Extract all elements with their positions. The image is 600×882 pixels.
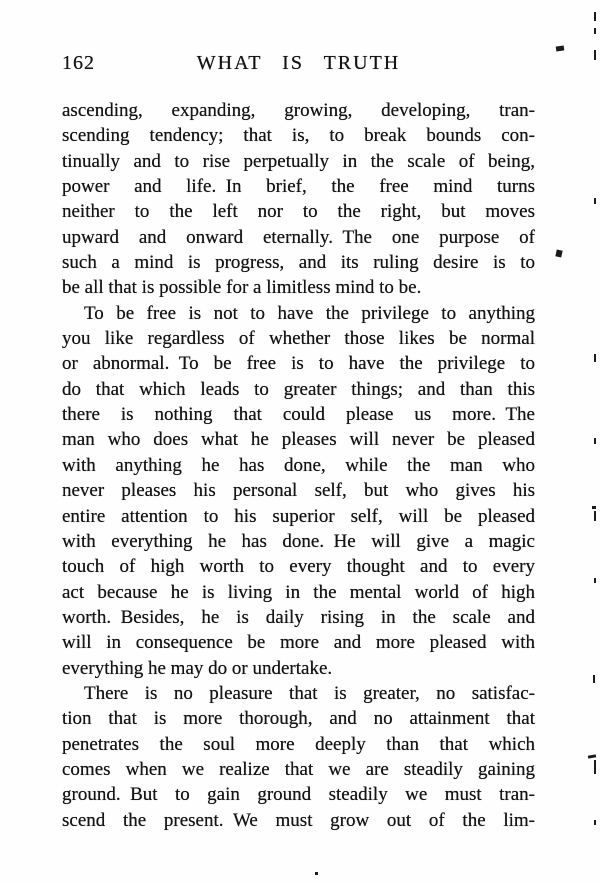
- scan-artifact: [594, 820, 596, 825]
- scan-artifact: [556, 45, 565, 51]
- scan-artifact: [594, 354, 596, 362]
- text-line: act because he is living in the mental world of high: [62, 581, 535, 603]
- text-line: ground. But to gain ground steadily we must tran-: [62, 784, 535, 806]
- scan-artifact: [315, 872, 318, 875]
- text-line: there is nothing that could please us more. The: [62, 404, 535, 426]
- text-line: with anything he has done, while the man who: [62, 454, 535, 476]
- text-line: To be free is not to have the privilege to anything: [84, 302, 535, 324]
- text-line: scending tendency; that is, to break bounds con-: [62, 125, 535, 147]
- text-line: never pleases his personal self, but who gives his: [62, 480, 535, 502]
- scan-artifact: [555, 249, 562, 257]
- text-line: everything he may do or undertake.: [62, 657, 333, 679]
- text-line: tion that is more thorough, and no attainment that: [62, 708, 535, 730]
- scan-artifact: [594, 198, 596, 204]
- text-line: do that which leads to greater things; and than this: [62, 378, 535, 400]
- scan-artifact: [594, 50, 596, 60]
- text-line: you like regardless of whether those likes be normal: [62, 328, 535, 350]
- text-line: entire attention to his superior self, will be pleased: [62, 505, 535, 527]
- text-line: touch of high worth to every thought and to every: [62, 556, 535, 578]
- scan-artifact: [594, 12, 596, 21]
- scan-artifact: [588, 754, 596, 758]
- text-line: such a mind is progress, and its ruling desire is to: [62, 252, 535, 274]
- scan-artifact: [594, 28, 596, 34]
- text-line: upward and onward eternally. The one purpose of: [62, 226, 535, 248]
- text-line: or abnormal. To be free is to have the privilege to: [62, 353, 535, 375]
- text-line: with everything he has done. He will give a magic: [62, 530, 535, 552]
- scan-artifact: [594, 760, 596, 774]
- text-line: ascending, expanding, growing, developing, tran-: [62, 100, 535, 121]
- text-line: scend the present. We must grow out of the lim-: [62, 809, 535, 831]
- running-head: [62, 52, 535, 78]
- text-line: tinually and to rise perpetually in the scale of being,: [62, 150, 535, 172]
- text-line: worth. Besides, he is daily rising in the scale and: [62, 606, 535, 628]
- text-line: be all that is possible for a limitless mind to be.: [62, 277, 422, 299]
- scan-artifact: [593, 675, 595, 683]
- text-line: penetrates the soul more deeply than that which: [62, 733, 535, 755]
- text-line: There is no pleasure that is greater, no satisfac-: [84, 682, 535, 704]
- text-block: [62, 98, 535, 833]
- scan-artifact: [594, 438, 596, 444]
- scan-artifact: [594, 511, 596, 521]
- text-line: will in consequence be more and more pleased with: [62, 632, 535, 654]
- page-number: 162: [62, 52, 95, 74]
- scan-artifact: [592, 506, 596, 509]
- text-line: man who does what he pleases will never be pleased: [62, 429, 535, 451]
- text-line: comes when we realize that we are steadily gaining: [62, 758, 535, 780]
- text-line: power and life. In brief, the free mind turns: [62, 176, 535, 198]
- page-title: WHAT IS TRUTH: [196, 52, 401, 74]
- text-line: neither to the left nor to the right, but moves: [62, 201, 535, 223]
- scan-artifact: [594, 578, 596, 583]
